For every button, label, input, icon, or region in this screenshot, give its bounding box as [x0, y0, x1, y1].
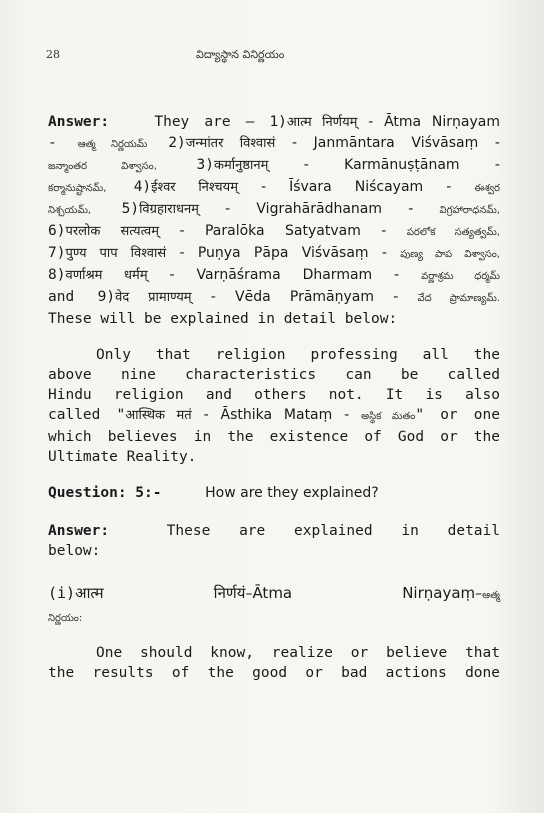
text-line [48, 521, 500, 541]
telugu-term: పరలోక సత్యత్వమ్, [406, 227, 500, 238]
telugu-heading-cont: నిర్ణయం: [48, 613, 83, 624]
telugu-term: నిశ్చయమ్, [48, 205, 92, 216]
text-fragment: - [48, 135, 78, 151]
text-line [48, 133, 500, 155]
text-fragment: 7) [48, 245, 66, 261]
answer-1 [48, 112, 500, 329]
text-line [48, 287, 500, 309]
devanagari-term: आस्थिक मतं [125, 408, 192, 423]
section-heading [48, 583, 500, 606]
transliteration: - Vigrahārādhanam - [198, 201, 440, 217]
telugu-term: జన్మాంతర విశ్వాసం, [48, 161, 157, 172]
dash: – [475, 586, 483, 602]
text-fragment: They are – 1) [154, 114, 287, 130]
question-5 [48, 483, 500, 503]
text-line [48, 177, 500, 199]
text-line: the results of the good or bad actions done [48, 665, 500, 681]
text-fragment: 2) [147, 135, 186, 151]
text-fragment: and 9) [48, 289, 116, 305]
telugu-term: పుణ్య పాప విశ్వాసం, [400, 249, 500, 260]
telugu-term: ఈశ్వర [474, 183, 500, 194]
text-line: which believes in the existence of God or the [48, 429, 500, 445]
answer-label: Answer: [48, 114, 110, 130]
section-atma-nirnayam [48, 583, 500, 629]
running-title: విద్యాస్థాన వినిర్ణయం [196, 48, 285, 61]
answer-2 [48, 521, 500, 561]
question-label: Question: 5:- [48, 485, 162, 501]
telugu-term: ఆత్మ నిర్ణయమ్ [77, 139, 148, 150]
devanagari-heading: आत्म निर्णयं [75, 584, 246, 602]
devanagari-term: पुण्य पाप विश्वासं [65, 246, 167, 261]
dash: – [245, 586, 253, 602]
page-number: 28 [46, 48, 60, 61]
text-line [48, 405, 500, 427]
section-number: (i) [48, 584, 76, 602]
page-header [46, 48, 504, 68]
transliteration: - Ātma Nirṇayam [357, 114, 500, 130]
devanagari-term: आत्म निर्णयम् [286, 115, 358, 130]
transliteration-heading: Ātma Nirṇayaṃ [252, 584, 476, 602]
text-line: One should know, realize or believe that [96, 645, 500, 661]
text-line [48, 606, 500, 629]
text-fragment: 4) [106, 179, 152, 195]
telugu-heading: ఆత్మ [482, 590, 500, 601]
text-line [48, 112, 500, 133]
devanagari-term: वेद प्रामाण्यम् [115, 290, 192, 305]
text-fragment: called " [48, 407, 126, 423]
paragraph-results [48, 643, 500, 683]
text-fragment: 3) [156, 157, 214, 173]
text-line: Ultimate Reality. [48, 449, 197, 465]
document-body [48, 112, 500, 699]
devanagari-term: ईश्वर निश्चयम् [151, 180, 238, 195]
telugu-term: కర్మానుష్టానమ్, [48, 183, 107, 194]
devanagari-term: परलोक सत्यत्वम् [65, 224, 160, 239]
text-line [48, 483, 500, 503]
text-fragment: 8) [48, 267, 66, 283]
transliteration: - Varṇāśrama Dharmam - [147, 267, 422, 283]
paragraph-nine-characteristics [48, 345, 500, 467]
transliteration: - Janmāntara Viśvāsaṃ - [275, 135, 500, 151]
transliteration: - Paralōka Satyatvam - [159, 223, 407, 239]
text-line: below: [48, 543, 101, 559]
answer-text: These are explained in detail [166, 523, 500, 539]
question-text: How are they explained? [205, 485, 379, 501]
text-fragment: " or one [415, 407, 500, 423]
text-line: above nine characteristics can be called [48, 367, 500, 383]
devanagari-term: जन्मांतर विश्वासं [185, 136, 276, 151]
telugu-term: అస్థిక మతం [361, 411, 416, 422]
text-line: Hindu religion and others not. It is also [48, 387, 500, 403]
transliteration: - Vēda Prāmāṇyam - [191, 289, 418, 305]
answer-label: Answer: [48, 523, 110, 539]
telugu-term: వర్ణాశ్రమ ధర్మమ్ [421, 271, 501, 282]
transliteration: - Karmānuṣṭānam - [268, 157, 500, 173]
text-fragment: 5) [91, 201, 140, 217]
text-line [48, 221, 500, 243]
transliteration: - Āsthika Mataṃ - [191, 407, 362, 423]
text-line [48, 243, 500, 265]
transliteration: - Puṇya Pāpa Viśvāsaṃ - [166, 245, 401, 261]
devanagari-term: कर्मानुष्ठानम् [214, 158, 269, 173]
text-line [48, 155, 500, 177]
text-fragment: 6) [48, 223, 66, 239]
text-line: Only that religion professing all the [96, 347, 500, 363]
devanagari-term: वर्णाश्रम धर्मम् [65, 268, 148, 283]
text-line: These will be explained in detail below: [48, 311, 398, 327]
telugu-term: వేద ప్రామాణ్యమ్. [417, 293, 500, 304]
text-line [48, 199, 500, 221]
text-line [48, 265, 500, 287]
transliteration: - Īśvara Niścayam - [238, 179, 475, 195]
devanagari-term: विग्रहाराधनम् [139, 202, 199, 217]
telugu-term: విగ్రహారాధనమ్, [439, 205, 500, 216]
